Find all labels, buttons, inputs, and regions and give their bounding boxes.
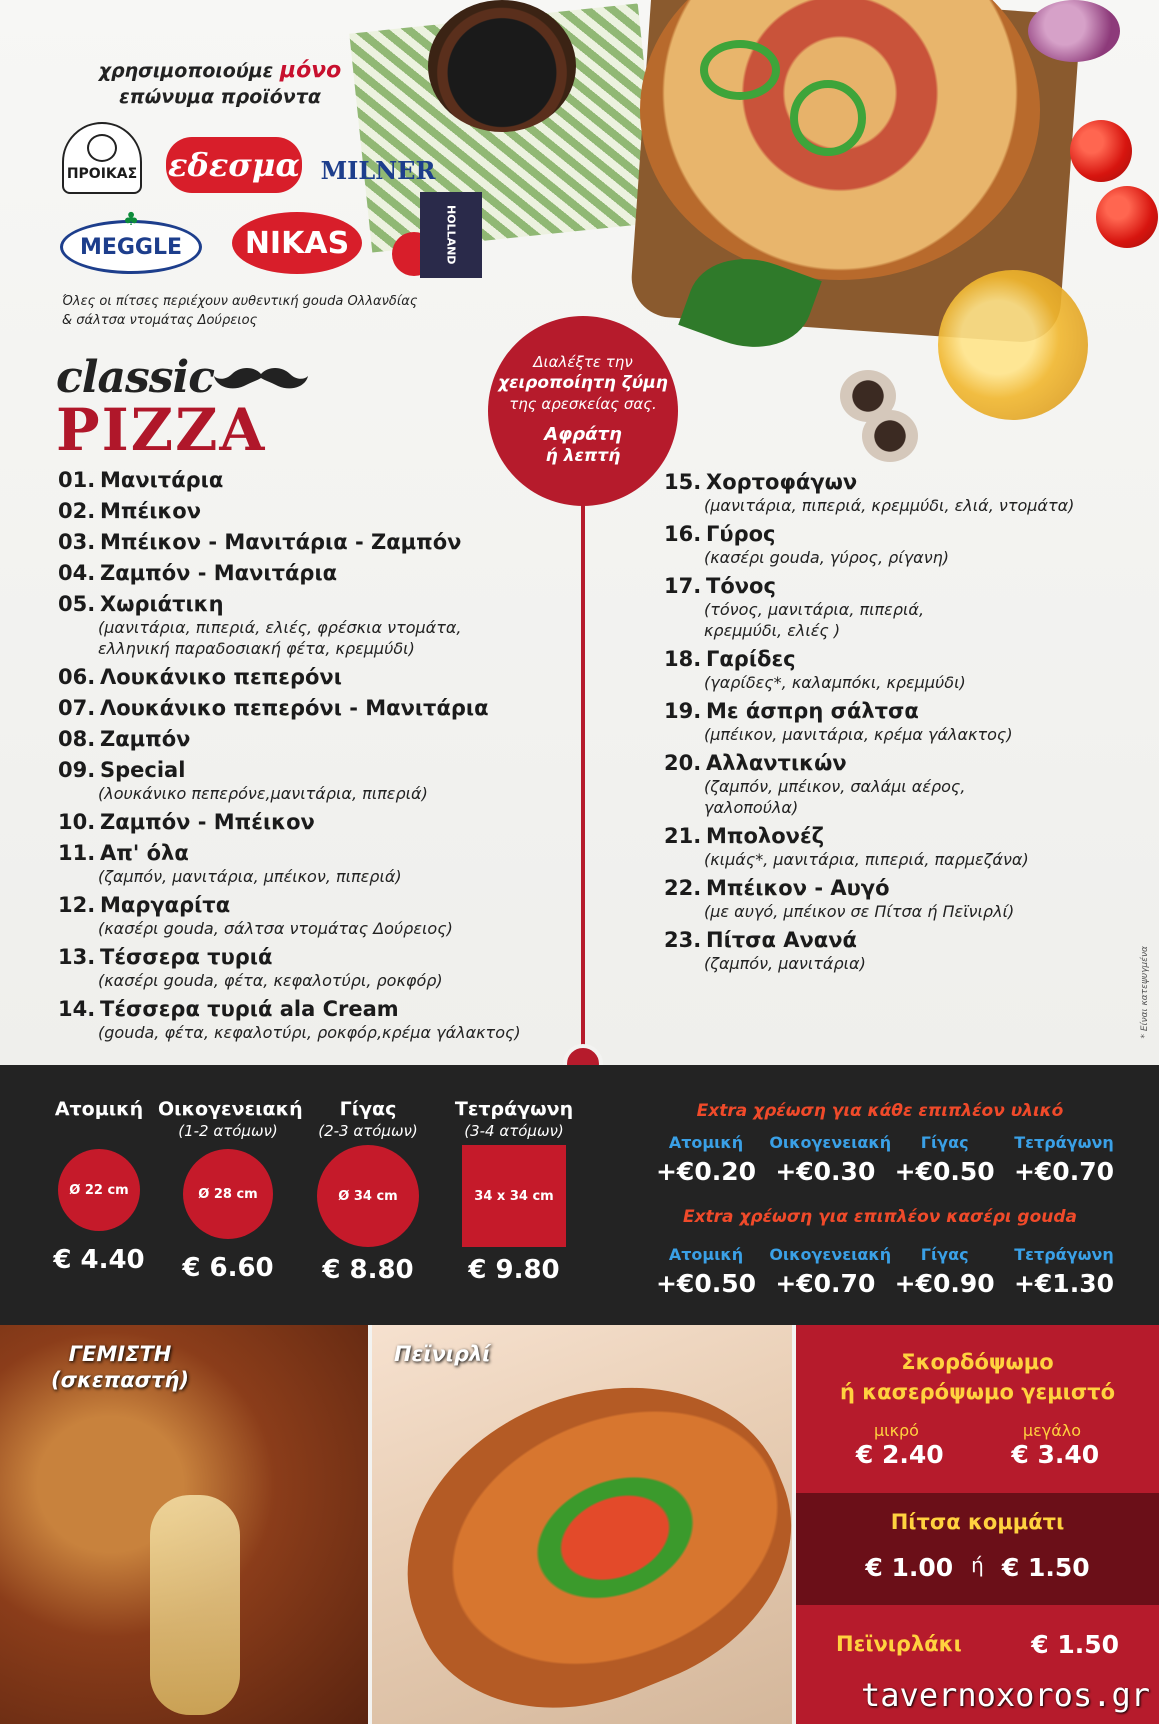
menu-item-number: 03. — [58, 530, 96, 554]
extra-cheese-prices: +€0.50 +€0.70 +€0.90 +€1.30 — [655, 1269, 1114, 1298]
mushroom-image — [862, 410, 918, 462]
menu-item-title: Χωριάτικη — [100, 592, 224, 616]
menu-item-description: (γαρίδες*, καλαμπόκι, κρεμμύδι) — [704, 673, 966, 692]
peinirli-label: Πεϊνιρλί — [394, 1342, 491, 1366]
menu-item-number: 17. — [664, 574, 702, 598]
menu-item-number: 16. — [664, 522, 702, 546]
menu-item-number: 05. — [58, 592, 96, 616]
menu-item-name — [58, 841, 548, 866]
size-circle: Ø 34 cm — [317, 1145, 419, 1247]
menu-item-title: Απ' όλα — [100, 841, 189, 865]
size-family: Οικογενειακή (1-2 ατόμων) Ø 28 cm € 6.60 — [158, 1098, 303, 1283]
gemisti-photo — [0, 1325, 368, 1724]
olives-bowl-image — [428, 0, 576, 132]
menu-item-name — [664, 824, 1134, 849]
oil-jar-image — [938, 270, 1088, 420]
menu-item — [58, 499, 548, 524]
menu-item-name — [58, 810, 548, 835]
menu-item-number: 22. — [664, 876, 702, 900]
menu-item — [664, 876, 1134, 922]
menu-item — [664, 470, 1134, 516]
menu-item-title: Λουκάνικο πεπερόνι — [100, 665, 342, 689]
menu-item-title: Special — [100, 758, 186, 782]
menu-item-name — [664, 470, 1134, 495]
proikas-logo: ΠΡΟΙΚΑΣ — [62, 122, 142, 194]
menu-item-name — [664, 928, 1134, 953]
menu-item-title: Ζαμπόν — [100, 727, 191, 751]
website-watermark: tavernoxoros.gr — [861, 1676, 1150, 1714]
menu-item — [58, 945, 548, 991]
melted-cheese — [150, 1495, 240, 1715]
menu-item-name — [58, 997, 548, 1022]
menu-item-title: Τόνος — [706, 574, 776, 598]
menu-item — [58, 727, 548, 752]
garlic-large-price: € 3.40 — [1011, 1440, 1100, 1469]
menu-item-title: Μανιτάρια — [100, 468, 224, 492]
classic-title: classic — [56, 352, 215, 403]
menu-item-number: 07. — [58, 696, 96, 720]
size-circle: Ø 28 cm — [183, 1149, 273, 1239]
size-square-box: 34 x 34 cm — [462, 1145, 566, 1247]
onion-image — [1028, 0, 1120, 62]
menu-item — [58, 893, 548, 939]
size-price: € 4.40 — [53, 1245, 145, 1275]
menu-item — [664, 647, 1134, 693]
menu-item-name — [58, 893, 548, 918]
menu-item — [58, 810, 548, 835]
menu-item — [58, 696, 548, 721]
menu-item-description: κρεμμύδι, ελιές ) — [704, 621, 841, 640]
menu-item — [58, 561, 548, 586]
nikas-logo: NIKAS — [232, 212, 362, 274]
meggle-logo: ♣ MEGGLE — [60, 220, 202, 274]
menu-item — [58, 758, 548, 804]
menu-item-name — [58, 727, 548, 752]
menu-item-number: 23. — [664, 928, 702, 952]
menu-item-name — [58, 561, 548, 586]
slice-price-1: € 1.00 — [865, 1553, 954, 1582]
menu-item — [58, 468, 548, 493]
menu-item-description: (μπέικον, μανιτάρια, κρέμα γάλακτος) — [704, 725, 1013, 744]
menu-item-description: (ζαμπόν, μανιτάρια) — [704, 954, 866, 973]
menu-item-number: 12. — [58, 893, 96, 917]
menu-item-number: 21. — [664, 824, 702, 848]
menu-item-number: 02. — [58, 499, 96, 523]
menu-item-name — [58, 665, 548, 690]
menu-item-description: (κασέρι gouda, γύρος, ρίγανη) — [704, 548, 950, 567]
clover-icon: ♣ — [123, 209, 140, 230]
size-price: € 8.80 — [322, 1255, 414, 1285]
size-square: Τετράγωνη (3-4 ατόμων) 34 x 34 cm € 9.80 — [448, 1097, 580, 1285]
menu-item — [58, 841, 548, 887]
peinirlaki-price: € 1.50 — [1031, 1629, 1119, 1659]
menu-item-number: 14. — [58, 997, 96, 1021]
peinirlaki-block: Πεϊνιρλάκι € 1.50 — [836, 1629, 1119, 1659]
pizza-list-left — [58, 468, 548, 1049]
holland-logo: HOLLAND — [392, 192, 492, 280]
menu-item — [664, 751, 1134, 818]
size-giant: Γίγας (2-3 ατόμων) Ø 34 cm € 8.80 — [304, 1097, 432, 1285]
menu-item-number: 11. — [58, 841, 96, 865]
garlic-small-price: € 2.40 — [855, 1440, 944, 1469]
tomato-image — [1070, 120, 1132, 182]
menu-item-description: (τόνος, μανιτάρια, πιπεριά, — [704, 600, 925, 619]
menu-item-description: (κασέρι gouda, σάλτσα ντομάτας Δούρειος) — [98, 919, 453, 938]
menu-item-title: Γύρος — [706, 522, 776, 546]
gemisti-label: ΓΕΜΙΣΤΗ (σκεπαστή) — [51, 1342, 189, 1392]
menu-item-number: 06. — [58, 665, 96, 689]
edesma-logo: εδεσμα — [166, 137, 302, 193]
menu-item-description: (κασέρι gouda, φέτα, κεφαλοτύρι, ροκφόρ) — [98, 971, 443, 990]
extra-ingredient-prices: +€0.20 +€0.30 +€0.50 +€0.70 — [655, 1157, 1114, 1186]
menu-item — [664, 699, 1134, 745]
menu-item — [58, 665, 548, 690]
menu-item-description: ελληνική παραδοσιακή φέτα, κρεμμύδι) — [98, 639, 415, 658]
menu-item-number: 19. — [664, 699, 702, 723]
pepper-ring — [700, 40, 780, 100]
mustache-icon — [214, 366, 308, 390]
menu-item-name — [58, 530, 548, 555]
menu-item-title: Μπολονέζ — [706, 824, 825, 848]
menu-item-name — [58, 592, 548, 617]
pizza-list-right — [664, 470, 1134, 980]
menu-item-number: 18. — [664, 647, 702, 671]
menu-item-name — [664, 751, 1134, 776]
menu-item-title: Μπέικον — [100, 499, 202, 523]
menu-item-name — [664, 699, 1134, 724]
menu-item-title: Τέσσερα τυριά ala Cream — [100, 997, 399, 1021]
menu-item-title: Πίτσα Ανανά — [706, 928, 857, 952]
menu-item-title: Αλλαντικών — [706, 751, 847, 775]
menu-item-title: Ζαμπόν - Μανιτάρια — [100, 561, 338, 585]
menu-item-description: (ζαμπόν, μανιτάρια, μπέικον, πιπεριά) — [98, 867, 402, 886]
proikas-face-icon — [87, 134, 117, 162]
menu-item-number: 09. — [58, 758, 96, 782]
gouda-note: Όλες οι πίτσες περιέχουν αυθεντική gouda Ολλανδίας & σάλτσα ντομάτας Δούρειος — [62, 294, 418, 328]
headline-text: επώνυμα προϊόντα — [119, 86, 321, 108]
slice-price-2: € 1.50 — [1001, 1553, 1090, 1582]
menu-item-description: γαλοπούλα) — [704, 798, 799, 817]
menu-item-title: Γαρίδες — [706, 647, 796, 671]
menu-item-name — [664, 522, 1134, 547]
menu-item-description: (με αυγό, μπέικον σε Πίτσα ή Πεϊνιρλί) — [704, 902, 1015, 921]
menu-item — [58, 997, 548, 1043]
peinirli-boat — [372, 1333, 792, 1724]
menu-item-description: (κιμάς*, μανιτάρια, πιπεριά, παρμεζάνα) — [704, 850, 1029, 869]
extra-ingredient-title: Extra χρέωση για κάθε επιπλέον υλικό — [696, 1101, 1064, 1121]
menu-item-number: 10. — [58, 810, 96, 834]
extra-size-labels: Ατομική Οικογενειακή Γίγας Τετράγωνη — [668, 1245, 1114, 1264]
price-band — [0, 1065, 1159, 1325]
menu-item — [664, 522, 1134, 568]
size-individual: Ατομική Ø 22 cm € 4.40 — [44, 1097, 154, 1275]
menu-item-description: (ζαμπόν, μπέικον, σαλάμι αέρος, — [704, 777, 966, 796]
headline-text: χρησιμοποιούμε — [98, 60, 274, 82]
menu-item-name — [664, 574, 1134, 599]
menu-item-title: Χορτοφάγων — [706, 470, 858, 494]
divider-line — [581, 500, 585, 1058]
milner-logo: MILNER — [320, 155, 436, 185]
menu-item-title: Μπέικον - Μανιτάρια - Ζαμπόν — [100, 530, 462, 554]
extras-panel — [796, 1325, 1159, 1724]
dough-choice-badge: Διαλέξτε την χειροποίητη ζύμη της αρεσκείας σας. Αφράτη ή λεπτή — [488, 316, 678, 506]
tomato-image — [1096, 186, 1158, 248]
menu-item-name — [664, 647, 1134, 672]
brands-headline — [60, 58, 380, 110]
menu-item-number: 15. — [664, 470, 702, 494]
pepper-ring — [790, 80, 866, 156]
menu-item-title: Μαργαρίτα — [100, 893, 231, 917]
menu-item-description: (μανιτάρια, πιπεριά, κρεμμύδι, ελιά, ντομάτα) — [704, 496, 1075, 515]
menu-item-title: Μπέικον - Αυγό — [706, 876, 890, 900]
menu-item-name — [58, 468, 548, 493]
menu-item-title: Ζαμπόν - Μπέικον — [100, 810, 315, 834]
menu-item — [58, 530, 548, 555]
menu-item-title: Τέσσερα τυριά — [100, 945, 273, 969]
pizza-title: PIZZA — [56, 396, 267, 464]
extra-size-labels: Ατομική Οικογενειακή Γίγας Τετράγωνη — [668, 1133, 1114, 1152]
peinirli-photo — [372, 1325, 792, 1724]
garlic-bread-block: Σκορδόψωμο ή κασερόψωμο γεμιστό μικρό μεγάλο € 2.40 € 3.40 — [839, 1350, 1116, 1469]
size-price: € 6.60 — [182, 1253, 274, 1283]
menu-item-number: 01. — [58, 468, 96, 492]
menu-item-number: 04. — [58, 561, 96, 585]
menu-item — [664, 928, 1134, 974]
menu-item-name — [664, 876, 1134, 901]
menu-item-description: (gouda, φέτα, κεφαλοτύρι, ροκφόρ,κρέμα γάλακτος) — [98, 1023, 521, 1042]
menu-item — [58, 592, 548, 659]
slice-block: Πίτσα κομμάτι € 1.00 ή € 1.50 — [796, 1493, 1159, 1605]
frozen-note: * Είναι κατεψυγμένα — [1140, 946, 1150, 1039]
menu-item-description: (λουκάνικο πεπερόνε,μανιτάρια, πιπεριά) — [98, 784, 428, 803]
menu-item-name — [58, 758, 548, 783]
menu-item — [664, 574, 1134, 641]
menu-item-title: Με άσπρη σάλτσα — [706, 699, 919, 723]
menu-item-name — [58, 499, 548, 524]
menu-item-description: (μανιτάρια, πιπεριά, ελιές, φρέσκια ντομάτα, — [98, 618, 462, 637]
menu-item-name — [58, 945, 548, 970]
size-price: € 9.80 — [468, 1255, 560, 1285]
menu-item-title: Λουκάνικο πεπερόνι - Μανιτάρια — [100, 696, 489, 720]
extra-cheese-title: Extra χρέωση για επιπλέον κασέρι gouda — [682, 1207, 1078, 1227]
menu-item — [664, 824, 1134, 870]
headline-highlight: μόνο — [279, 58, 342, 83]
menu-item-number: 13. — [58, 945, 96, 969]
size-circle: Ø 22 cm — [58, 1149, 140, 1231]
menu-item-number: 20. — [664, 751, 702, 775]
menu-item-number: 08. — [58, 727, 96, 751]
menu-item-name — [58, 696, 548, 721]
